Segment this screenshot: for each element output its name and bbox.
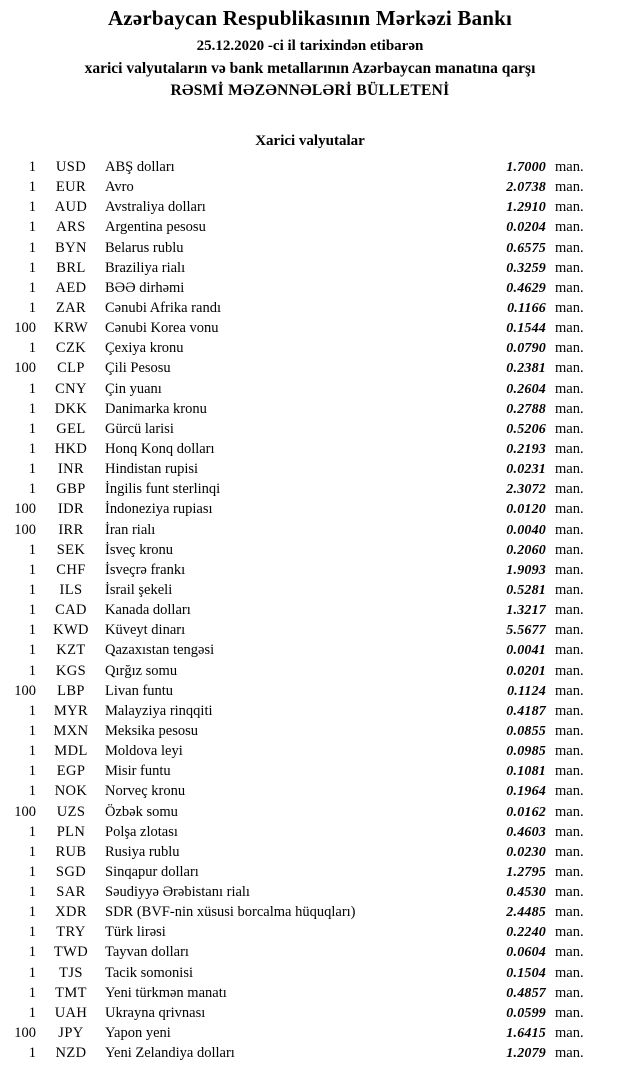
currency-rate: 0.1544 xyxy=(506,321,546,337)
currency-rate: 1.2910 xyxy=(506,200,546,216)
currency-code: USD xyxy=(55,159,87,175)
currency-name: Özbək somu xyxy=(105,803,178,820)
currency-code: EGP xyxy=(56,763,86,780)
currency-rate: 0.0855 xyxy=(506,723,546,739)
currency-quantity: 1 xyxy=(28,964,36,981)
rate-row xyxy=(0,379,620,399)
currency-quantity: 100 xyxy=(14,501,36,518)
rate-row xyxy=(0,439,620,459)
currency-code: PLN xyxy=(56,823,86,840)
currency-quantity: 1 xyxy=(28,763,36,780)
document-header xyxy=(0,0,620,100)
currency-name: Qırğız somu xyxy=(105,662,178,679)
currency-rate: 0.2604 xyxy=(506,381,546,397)
currency-rate: 0.2193 xyxy=(506,441,546,457)
currency-name: Avstraliya dolları xyxy=(105,199,206,216)
currency-name: Argentina pesosu xyxy=(105,219,206,236)
bank-name-title: Azərbaycan Respublikasının Mərkəzi Bankı xyxy=(107,6,513,30)
currency-quantity: 100 xyxy=(14,803,36,820)
currency-quantity: 1 xyxy=(28,340,36,357)
rate-row xyxy=(0,922,620,942)
currency-name: İsveç kronu xyxy=(105,541,174,558)
currency-code: KGS xyxy=(55,662,87,679)
currency-code: JPY xyxy=(58,1025,84,1042)
rate-row xyxy=(0,278,620,298)
currency-rate: 2.3072 xyxy=(506,482,546,498)
currency-unit: man. xyxy=(555,440,584,457)
currency-unit: man. xyxy=(555,420,584,437)
currency-name: SDR (BVF-nin xüsusi borcalma hüquqları) xyxy=(105,904,356,921)
currency-quantity: 1 xyxy=(28,843,36,860)
effective-date-line: 25.12.2020 -ci il tarixindən etibarən xyxy=(196,38,424,54)
currency-name: Gürcü larisi xyxy=(105,420,174,437)
currency-quantity: 1 xyxy=(28,581,36,598)
currency-rate: 0.4530 xyxy=(506,885,546,901)
rate-row xyxy=(0,741,620,761)
currency-unit: man. xyxy=(555,944,584,961)
currency-unit: man. xyxy=(555,924,584,941)
currency-unit: man. xyxy=(555,461,584,478)
currency-quantity: 1 xyxy=(28,400,36,417)
currency-quantity: 1 xyxy=(28,622,36,639)
currency-name: Tayvan dolları xyxy=(105,944,189,961)
currency-quantity: 1 xyxy=(28,884,36,901)
currency-unit: man. xyxy=(555,904,584,921)
currency-quantity: 1 xyxy=(28,662,36,679)
currency-code: BRL xyxy=(56,259,86,276)
currency-code: CAD xyxy=(55,602,87,619)
currency-unit: man. xyxy=(555,279,584,296)
currency-code: SGD xyxy=(55,863,87,880)
currency-code: ZAR xyxy=(55,299,87,316)
currency-code: CHF xyxy=(56,561,86,578)
currency-unit: man. xyxy=(555,682,584,699)
currency-name: Sinqapur dolları xyxy=(105,863,199,880)
currency-quantity: 1 xyxy=(28,440,36,457)
currency-code: SEK xyxy=(56,541,86,558)
currency-code: IRR xyxy=(58,521,84,538)
rate-row xyxy=(0,338,620,358)
currency-code: KWD xyxy=(53,622,89,639)
rate-row xyxy=(0,882,620,902)
currency-name: İsveçrə frankı xyxy=(105,561,186,578)
currency-name: Misir funtu xyxy=(105,763,171,780)
currency-rate: 0.0599 xyxy=(506,1005,546,1021)
rate-row xyxy=(0,620,620,640)
currency-code: KZT xyxy=(56,642,86,659)
currency-code: CZK xyxy=(55,340,87,357)
currency-unit: man. xyxy=(555,783,584,800)
rate-row xyxy=(0,661,620,681)
currency-code: BYN xyxy=(55,239,87,256)
currency-name: İran rialı xyxy=(105,521,156,538)
currency-rate: 0.4187 xyxy=(506,703,546,719)
currency-code: CNY xyxy=(55,380,87,397)
rate-row xyxy=(0,1023,620,1043)
rate-row xyxy=(0,399,620,419)
currency-name: Rusiya rublu xyxy=(105,843,180,860)
currency-name: Cənubi Afrika randı xyxy=(105,299,221,316)
currency-name: Qazaxıstan tengəsi xyxy=(105,642,215,659)
bulletin-title: RƏSMİ MƏZƏNNƏLƏRİ BÜLLETENİ xyxy=(170,82,450,99)
rate-row xyxy=(0,781,620,801)
currency-unit: man. xyxy=(555,159,584,175)
currency-unit: man. xyxy=(555,541,584,558)
currency-code: TRY xyxy=(56,924,86,941)
currency-rate: 1.3217 xyxy=(506,603,546,619)
rate-row xyxy=(0,1003,620,1023)
rate-row xyxy=(0,842,620,862)
currency-quantity: 1 xyxy=(28,380,36,397)
currency-unit: man. xyxy=(555,1025,584,1042)
currency-code: SAR xyxy=(56,884,86,901)
currency-quantity: 1 xyxy=(28,159,36,175)
currency-name: BƏƏ dirhəmi xyxy=(105,279,185,296)
currency-unit: man. xyxy=(555,259,584,276)
currency-quantity: 1 xyxy=(28,924,36,941)
currency-quantity: 100 xyxy=(14,360,36,377)
currency-name: Livan funtu xyxy=(105,682,174,699)
currency-code: CLP xyxy=(57,360,85,377)
rate-row xyxy=(0,942,620,962)
rate-row xyxy=(0,560,620,580)
currency-rate: 0.5206 xyxy=(506,421,546,437)
section-title-foreign-currencies: Xarici valyutalar xyxy=(255,133,365,149)
currency-quantity: 1 xyxy=(28,239,36,256)
currency-code: AED xyxy=(55,279,87,296)
currency-code: RUB xyxy=(55,843,87,860)
rate-row xyxy=(0,217,620,237)
currency-name: Yeni Zelandiya dolları xyxy=(105,1045,235,1062)
currency-rate: 0.2060 xyxy=(506,542,546,558)
currency-unit: man. xyxy=(555,400,584,417)
currency-name: Səudiyyə Ərəbistanı rialı xyxy=(105,884,250,901)
subtitle-line: xarici valyutaların və bank metallarının Azərbaycan manatına qarşı xyxy=(84,60,536,77)
currency-unit: man. xyxy=(555,803,584,820)
currency-rate: 0.2788 xyxy=(506,401,546,417)
currency-code: UAH xyxy=(54,1004,88,1021)
currency-unit: man. xyxy=(555,179,584,196)
currency-name: Meksika pesosu xyxy=(105,722,199,739)
currency-quantity: 1 xyxy=(28,904,36,921)
currency-unit: man. xyxy=(555,581,584,598)
currency-code: DKK xyxy=(54,400,88,417)
currency-unit: man. xyxy=(555,481,584,498)
currency-code: AUD xyxy=(54,199,88,216)
rate-row xyxy=(0,600,620,620)
currency-unit: man. xyxy=(555,884,584,901)
currency-rate: 0.4603 xyxy=(506,824,546,840)
currency-code: LBP xyxy=(57,682,85,699)
currency-name: Norveç kronu xyxy=(105,783,186,800)
currency-quantity: 1 xyxy=(28,199,36,216)
currency-name: Tacik somonisi xyxy=(105,964,193,981)
currency-quantity: 1 xyxy=(28,722,36,739)
currency-unit: man. xyxy=(555,219,584,236)
currency-unit: man. xyxy=(555,863,584,880)
currency-quantity: 1 xyxy=(28,1045,36,1062)
currency-name: İngilis funt sterlinqi xyxy=(105,481,221,498)
currency-unit: man. xyxy=(555,642,584,659)
currency-name: Hindistan rupisi xyxy=(105,461,199,478)
currency-quantity: 1 xyxy=(28,461,36,478)
currency-quantity: 100 xyxy=(14,521,36,538)
rate-row xyxy=(0,197,620,217)
currency-name: Kanada dolları xyxy=(105,602,191,619)
currency-rate: 5.5677 xyxy=(506,623,546,639)
currency-unit: man. xyxy=(555,722,584,739)
currency-code: GBP xyxy=(56,481,86,498)
currency-code: GEL xyxy=(56,420,86,437)
currency-rate: 0.5281 xyxy=(506,582,546,598)
currency-unit: man. xyxy=(555,602,584,619)
currency-rate: 1.2795 xyxy=(506,864,546,880)
currency-code: NZD xyxy=(55,1045,87,1062)
currency-code: XDR xyxy=(55,904,87,921)
currency-quantity: 1 xyxy=(28,743,36,760)
currency-rate: 0.1081 xyxy=(506,764,546,780)
currency-quantity: 1 xyxy=(28,642,36,659)
rate-row xyxy=(0,238,620,258)
currency-name: Moldova leyi xyxy=(105,743,183,760)
currency-unit: man. xyxy=(555,199,584,216)
currency-rate: 0.1166 xyxy=(507,300,546,316)
currency-code: HKD xyxy=(54,440,88,457)
currency-quantity: 1 xyxy=(28,420,36,437)
currency-unit: man. xyxy=(555,823,584,840)
currency-rate: 1.9093 xyxy=(506,562,546,578)
currency-quantity: 1 xyxy=(28,279,36,296)
currency-quantity: 1 xyxy=(28,541,36,558)
currency-quantity: 1 xyxy=(28,602,36,619)
currency-name: Honq Konq dolları xyxy=(105,440,215,457)
currency-code: IDR xyxy=(57,501,85,518)
currency-unit: man. xyxy=(555,964,584,981)
rate-row xyxy=(0,258,620,278)
currency-name: Çexiya kronu xyxy=(105,340,184,357)
currency-unit: man. xyxy=(555,380,584,397)
rate-row xyxy=(0,419,620,439)
rate-row xyxy=(0,701,620,721)
currency-code: EUR xyxy=(55,179,87,196)
currency-unit: man. xyxy=(555,521,584,538)
currency-rate: 0.4629 xyxy=(506,280,546,296)
currency-quantity: 1 xyxy=(28,823,36,840)
currency-name: İsrail şekeli xyxy=(105,581,173,598)
rate-row xyxy=(0,479,620,499)
currency-code: TMT xyxy=(55,984,87,1001)
currency-rate: 0.2381 xyxy=(506,361,546,377)
rate-row xyxy=(0,157,620,177)
rate-row xyxy=(0,459,620,479)
currency-rate: 0.1964 xyxy=(506,784,546,800)
rate-row xyxy=(0,802,620,822)
rate-row xyxy=(0,499,620,519)
currency-name: Belarus rublu xyxy=(105,239,184,256)
currency-code: ILS xyxy=(59,581,83,598)
currency-rate: 0.0120 xyxy=(506,502,546,518)
currency-quantity: 1 xyxy=(28,259,36,276)
rate-row xyxy=(0,520,620,540)
currency-rate: 0.0040 xyxy=(506,522,546,538)
currency-quantity: 1 xyxy=(28,984,36,1001)
rate-row xyxy=(0,902,620,922)
rate-row xyxy=(0,298,620,318)
currency-unit: man. xyxy=(555,360,584,377)
currency-rate: 1.6415 xyxy=(506,1026,546,1042)
currency-name: İndoneziya rupiası xyxy=(105,501,213,518)
rate-row xyxy=(0,983,620,1003)
currency-unit: man. xyxy=(555,743,584,760)
currency-rate: 1.7000 xyxy=(506,160,546,175)
currency-code: NOK xyxy=(54,783,88,800)
currency-quantity: 1 xyxy=(28,299,36,316)
currency-code: TWD xyxy=(53,944,89,961)
currency-code: UZS xyxy=(56,803,86,820)
currency-rate: 0.0162 xyxy=(506,804,546,820)
currency-rate: 0.0231 xyxy=(506,462,546,478)
rate-row xyxy=(0,640,620,660)
rate-row xyxy=(0,580,620,600)
currency-unit: man. xyxy=(555,1004,584,1021)
rate-row xyxy=(0,318,620,338)
currency-rate: 0.0230 xyxy=(506,844,546,860)
currency-unit: man. xyxy=(555,843,584,860)
currency-quantity: 1 xyxy=(28,783,36,800)
currency-rate: 0.0201 xyxy=(506,663,546,679)
currency-rate: 0.1504 xyxy=(506,965,546,981)
currency-rate: 0.6575 xyxy=(506,240,546,256)
currency-rate: 0.0790 xyxy=(506,341,546,357)
currency-code: MYR xyxy=(53,702,89,719)
currency-code: ARS xyxy=(56,219,86,236)
currency-rate: 0.1124 xyxy=(507,683,546,699)
rate-row xyxy=(0,681,620,701)
currency-unit: man. xyxy=(555,702,584,719)
currency-code: KRW xyxy=(53,320,89,337)
currency-unit: man. xyxy=(555,501,584,518)
currency-rate: 1.2079 xyxy=(506,1046,546,1062)
currency-name: Çili Pesosu xyxy=(105,360,171,377)
currency-rate: 2.4485 xyxy=(506,905,546,921)
currency-unit: man. xyxy=(555,320,584,337)
currency-quantity: 100 xyxy=(14,1025,36,1042)
currency-name: Avro xyxy=(105,179,134,196)
currency-name: Cənubi Korea vonu xyxy=(105,320,219,337)
currency-code: MXN xyxy=(53,722,89,739)
currency-rate: 0.2240 xyxy=(506,925,546,941)
currency-name: ABŞ dolları xyxy=(105,159,175,175)
currency-unit: man. xyxy=(555,662,584,679)
currency-code: TJS xyxy=(59,964,83,981)
currency-name: Küveyt dinarı xyxy=(105,622,186,639)
currency-name: Ukrayna qrivnası xyxy=(105,1004,206,1021)
currency-name: Polşa zlotası xyxy=(105,823,178,840)
currency-unit: man. xyxy=(555,239,584,256)
currency-code: INR xyxy=(57,461,85,478)
currency-code: MDL xyxy=(54,743,88,760)
currency-quantity: 1 xyxy=(28,1004,36,1021)
rate-row xyxy=(0,761,620,781)
rate-row xyxy=(0,822,620,842)
currency-name: Braziliya rialı xyxy=(105,259,186,276)
currency-unit: man. xyxy=(555,561,584,578)
currency-unit: man. xyxy=(555,763,584,780)
currency-unit: man. xyxy=(555,340,584,357)
currency-quantity: 1 xyxy=(28,481,36,498)
currency-unit: man. xyxy=(555,622,584,639)
currency-quantity: 1 xyxy=(28,179,36,196)
rate-row xyxy=(0,1043,620,1063)
rate-row xyxy=(0,862,620,882)
currency-rate: 0.4857 xyxy=(506,985,546,1001)
currency-quantity: 100 xyxy=(14,682,36,699)
rates-table xyxy=(0,157,620,1063)
rate-row xyxy=(0,358,620,378)
currency-rate: 0.0604 xyxy=(506,945,546,961)
currency-name: Malayziya rinqqiti xyxy=(105,702,213,719)
currency-unit: man. xyxy=(555,984,584,1001)
rate-row xyxy=(0,177,620,197)
currency-quantity: 1 xyxy=(28,561,36,578)
currency-rate: 0.0985 xyxy=(506,744,546,760)
currency-unit: man. xyxy=(555,1045,584,1062)
currency-unit: man. xyxy=(555,299,584,316)
currency-rate: 2.0738 xyxy=(506,180,546,196)
currency-quantity: 1 xyxy=(28,863,36,880)
currency-quantity: 1 xyxy=(28,219,36,236)
currency-quantity: 1 xyxy=(28,702,36,719)
currency-rate: 0.0204 xyxy=(506,220,546,236)
rate-row xyxy=(0,963,620,983)
currency-quantity: 100 xyxy=(14,320,36,337)
currency-rate: 0.3259 xyxy=(506,260,546,276)
currency-name: Yeni türkmən manatı xyxy=(105,984,227,1001)
currency-name: Yapon yeni xyxy=(105,1025,171,1042)
currency-name: Danimarka kronu xyxy=(105,400,207,417)
rate-row xyxy=(0,721,620,741)
currency-rate: 0.0041 xyxy=(506,643,546,659)
currency-name: Türk lirəsi xyxy=(105,924,166,941)
currency-quantity: 1 xyxy=(28,944,36,961)
currency-name: Çin yuanı xyxy=(105,380,162,397)
rate-row xyxy=(0,540,620,560)
